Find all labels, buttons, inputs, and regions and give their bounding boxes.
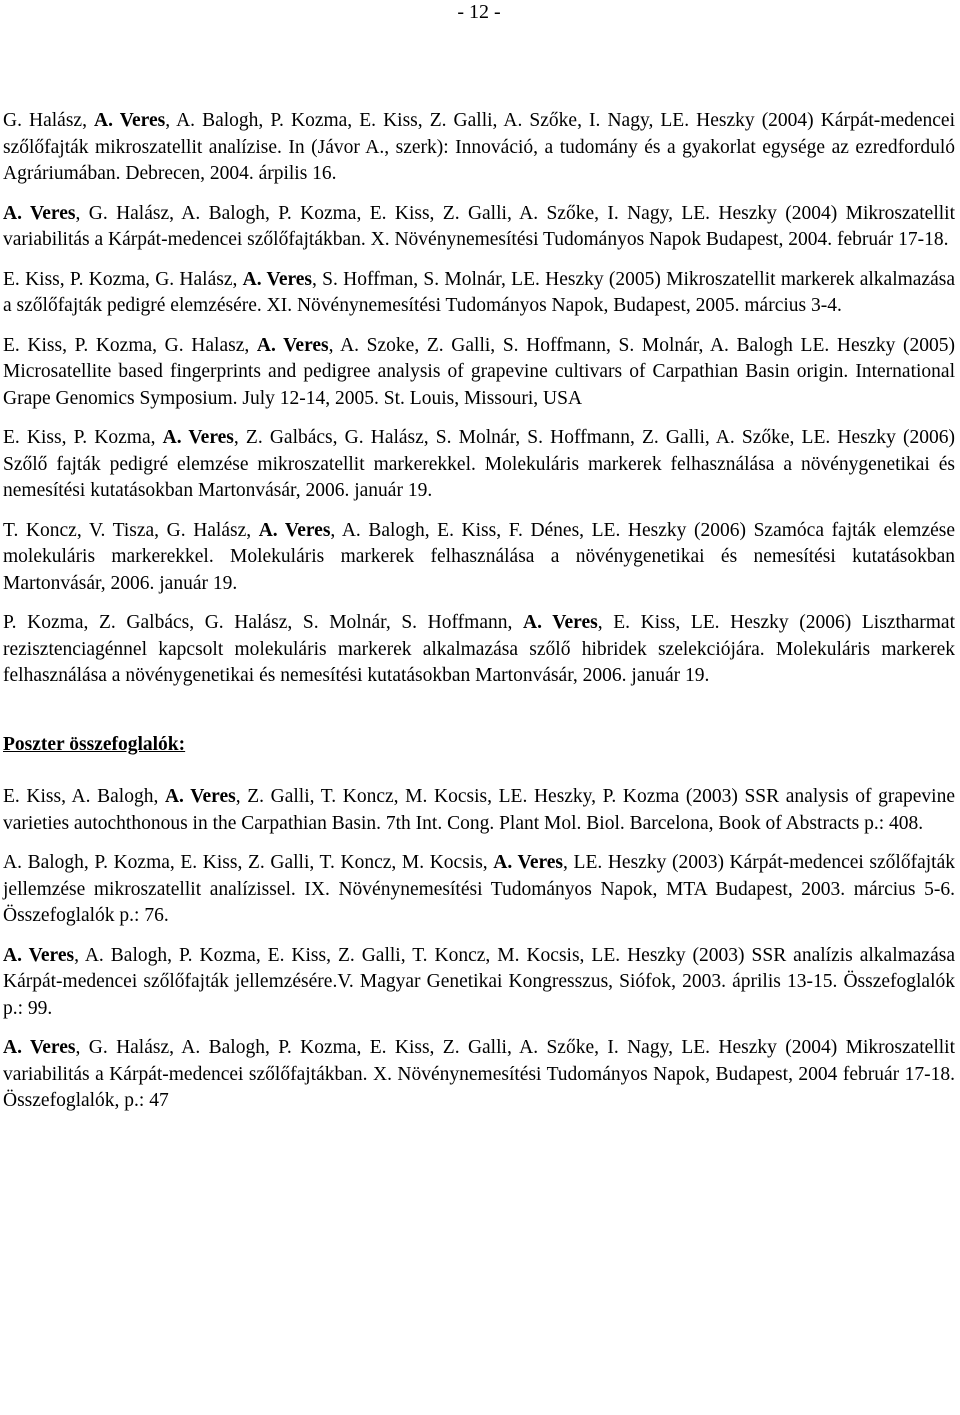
author-highlight: A. Veres [258, 519, 331, 541]
author-highlight: A. Veres [256, 334, 329, 356]
poster-section-heading: Poszter összefoglalók: [3, 733, 186, 755]
poster-item: E. Kiss, A. Balogh, A. Veres, Z. Galli, T. Koncz, M. Kocsis, LE. Heszky, P. Kozma (2003) SSR analysis of grapevine varieties autochthonous in the Carpathian Basin. 7th Int. Cong. Plant Mol. Biol. Barcelona, Book of Abstracts p.: 408. [3, 786, 955, 834]
reference-item: T. Koncz, V. Tisza, G. Halász, A. Veres, A. Balogh, E. Kiss, F. Dénes, LE. Heszky (2006) Szamóca fajták elemzése molekuláris markerekkel. Molekuláris markerek felhasználása a növénygenetikai és nemesítési kutatásokban Martonvásár, 2006. január 19. [3, 519, 955, 594]
reference-item: A. Veres, G. Halász, A. Balogh, P. Kozma, E. Kiss, Z. Galli, A. Szőke, I. Nagy, LE. Heszky (2004) Mikroszatellit variabilitás a Kárpát-medencei szőlőfajtákban. X. Növénynemesítési Tudományos Napok Budapest, 2004. február 17-18. [3, 202, 955, 250]
author-highlight: A. Veres [242, 268, 313, 290]
author-highlight: A. Veres [162, 427, 234, 448]
author-highlight: A. Veres [3, 202, 76, 224]
author-highlight: A. Veres [3, 1037, 76, 1058]
reference-item: P. Kozma, Z. Galbács, G. Halász, S. Molnár, S. Hoffmann, A. Veres, E. Kiss, LE. Heszky (2006) Lisztharmat rezisztenciagénnel kapcsolt molekuláris markerek alkalmazása szőlő hibridek szelekciójára. Molekuláris markerek felhasználása a növénygenetikai és nemesítési kutatásokban Martonvásár, 2006. január 19. [3, 612, 955, 686]
reference-list [3, 108, 955, 690]
reference-item: E. Kiss, P. Kozma, G. Halász, A. Veres, S. Hoffman, S. Molnár, LE. Heszky (2005) Mikroszatellit markerek alkalmazása a szőlőfajták pedigré elemzésére. XI. Növénynemesítési Tudományos Napok, Budapest, 2005. március 3-4. [3, 268, 955, 316]
reference-item: G. Halász, A. Veres, A. Balogh, P. Kozma, E. Kiss, Z. Galli, A. Szőke, I. Nagy, LE. Heszky (2004) Kárpát-medencei szőlőfajták mikroszatellit analízise. In (Jávor A., szerk): Innováció, a tudomány és a gyakorlat egysége az ezredforduló Agráriumában. Debrecen, 2004. árpilis 16. [3, 110, 955, 184]
poster-item: A. Balogh, P. Kozma, E. Kiss, Z. Galli, T. Koncz, M. Kocsis, A. Veres, LE. Heszky (2003) Kárpát-medencei szőlőfajták jellemzése mikroszatellit analízissel. IX. Növénynemesítési Tudományos Napok, MTA Budapest, 2003. március 5-6. Összefoglalók p.: 76. [3, 852, 955, 926]
reference-item: E. Kiss, P. Kozma, A. Veres, Z. Galbács, G. Halász, S. Molnár, S. Hoffmann, Z. Galli, A. Szőke, LE. Heszky (2006) Szőlő fajták pedigré elemzése mikroszatellit markerekkel. Molekuláris markerek felhasználása a növénygenetikai és nemesítési kutatásokban Martonvásár, 2006. január 19. [3, 427, 956, 501]
reference-item: E. Kiss, P. Kozma, G. Halasz, A. Veres, A. Szoke, Z. Galli, S. Hoffmann, S. Molnár, A. Balogh LE. Heszky (2005) Microsatellite based fingerprints and pedigree analysis of grapevine cultivars of Carpathian Basin origin. International Grape Genomics Symposium. July 12-14, 2005. St. Louis, Missouri, USA [3, 334, 955, 409]
author-highlight: A. Veres [522, 612, 598, 633]
page-number: - 12 - [457, 1, 501, 23]
poster-item: A. Veres, G. Halász, A. Balogh, P. Kozma, E. Kiss, Z. Galli, A. Szőke, I. Nagy, LE. Heszky (2004) Mikroszatellit variabilitás a Kárpát-medencei szőlőfajtákban. X. Növénynemesítési Tudományos Napok, Budapest, 2004 február 17-18. Összefoglalók, p.: 47 [3, 1037, 955, 1111]
document-page [3, 0, 955, 1128]
poster-list [3, 784, 955, 1115]
author-highlight: A. Veres [164, 786, 236, 807]
author-highlight: A. Veres [493, 852, 564, 873]
author-highlight: A. Veres [94, 110, 166, 131]
author-highlight: A. Veres [3, 944, 75, 966]
poster-item: A. Veres, A. Balogh, P. Kozma, E. Kiss, Z. Galli, T. Koncz, M. Kocsis, LE. Heszky (2003) SSR analízis alkalmazása Kárpát-medencei szőlőfajták jellemzésére.V. Magyar Genetikai Kongresszus, Siófok, 2003. április 13-15. Összefoglalók p.: 99. [3, 944, 955, 1019]
